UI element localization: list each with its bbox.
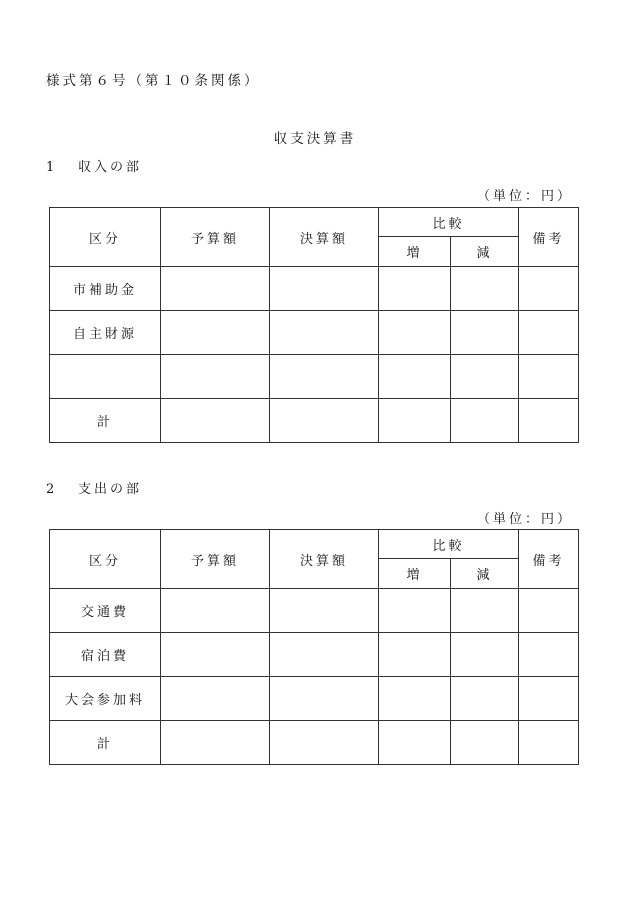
income-unit-label: （単位：円） — [477, 189, 574, 204]
expense-section-heading — [46, 478, 142, 497]
table-row — [50, 267, 579, 311]
col-category: 区分 — [50, 208, 161, 267]
settlement-cell — [270, 355, 379, 399]
row-label: 市補助金 — [50, 267, 161, 311]
col-increase: 増 — [379, 559, 451, 589]
decrease-cell — [451, 677, 519, 721]
budget-cell — [161, 633, 270, 677]
col-remarks: 備考 — [519, 530, 579, 589]
row-label: 大会参加料 — [50, 677, 161, 721]
income-section-number: 1 — [46, 160, 55, 175]
increase-cell — [379, 311, 451, 355]
row-label: 計 — [50, 721, 161, 765]
expense-section-number: 2 — [46, 482, 55, 497]
increase-cell — [379, 355, 451, 399]
decrease-cell — [451, 399, 519, 443]
budget-cell — [161, 589, 270, 633]
table-row — [50, 355, 579, 399]
remarks-cell — [519, 589, 579, 633]
col-decrease: 減 — [451, 237, 519, 267]
remarks-cell — [519, 677, 579, 721]
settlement-cell — [270, 633, 379, 677]
row-label: 宿泊費 — [50, 633, 161, 677]
col-decrease: 減 — [451, 559, 519, 589]
expense-unit-label: （単位：円） — [477, 512, 574, 527]
income-section-heading — [46, 156, 142, 175]
decrease-cell — [451, 355, 519, 399]
remarks-cell — [519, 399, 579, 443]
table-row-total — [50, 399, 579, 443]
col-settlement: 決算額 — [270, 208, 379, 267]
budget-cell — [161, 355, 270, 399]
budget-cell — [161, 721, 270, 765]
table-row — [50, 633, 579, 677]
settlement-cell — [270, 311, 379, 355]
decrease-cell — [451, 721, 519, 765]
increase-cell — [379, 677, 451, 721]
increase-cell — [379, 267, 451, 311]
col-comparison: 比較 — [379, 208, 519, 237]
expense-table — [49, 529, 579, 765]
increase-cell — [379, 589, 451, 633]
budget-cell — [161, 399, 270, 443]
remarks-cell — [519, 267, 579, 311]
remarks-cell — [519, 355, 579, 399]
col-increase: 増 — [379, 237, 451, 267]
increase-cell — [379, 399, 451, 443]
col-category: 区分 — [50, 530, 161, 589]
row-label — [50, 355, 161, 399]
budget-cell — [161, 677, 270, 721]
decrease-cell — [451, 589, 519, 633]
col-budget: 予算額 — [161, 208, 270, 267]
col-remarks: 備考 — [519, 208, 579, 267]
budget-cell — [161, 267, 270, 311]
remarks-cell — [519, 311, 579, 355]
decrease-cell — [451, 311, 519, 355]
row-label: 交通費 — [50, 589, 161, 633]
document-title: 収支決算書 — [273, 131, 357, 147]
remarks-cell — [519, 633, 579, 677]
table-row-total — [50, 721, 579, 765]
col-settlement: 決算額 — [270, 530, 379, 589]
form-number: 様式第６号（第１０条関係） — [46, 73, 261, 89]
table-row — [50, 311, 579, 355]
table-row — [50, 589, 579, 633]
expense-section-label: 支出の部 — [78, 482, 143, 497]
income-section-label: 収入の部 — [78, 160, 143, 175]
budget-cell — [161, 311, 270, 355]
settlement-cell — [270, 589, 379, 633]
remarks-cell — [519, 721, 579, 765]
increase-cell — [379, 721, 451, 765]
income-table — [49, 207, 579, 443]
col-comparison: 比較 — [379, 530, 519, 559]
decrease-cell — [451, 267, 519, 311]
settlement-cell — [270, 677, 379, 721]
table-row — [50, 677, 579, 721]
settlement-cell — [270, 399, 379, 443]
row-label: 計 — [50, 399, 161, 443]
col-budget: 予算額 — [161, 530, 270, 589]
settlement-cell — [270, 721, 379, 765]
increase-cell — [379, 633, 451, 677]
settlement-cell — [270, 267, 379, 311]
decrease-cell — [451, 633, 519, 677]
row-label: 自主財源 — [50, 311, 161, 355]
